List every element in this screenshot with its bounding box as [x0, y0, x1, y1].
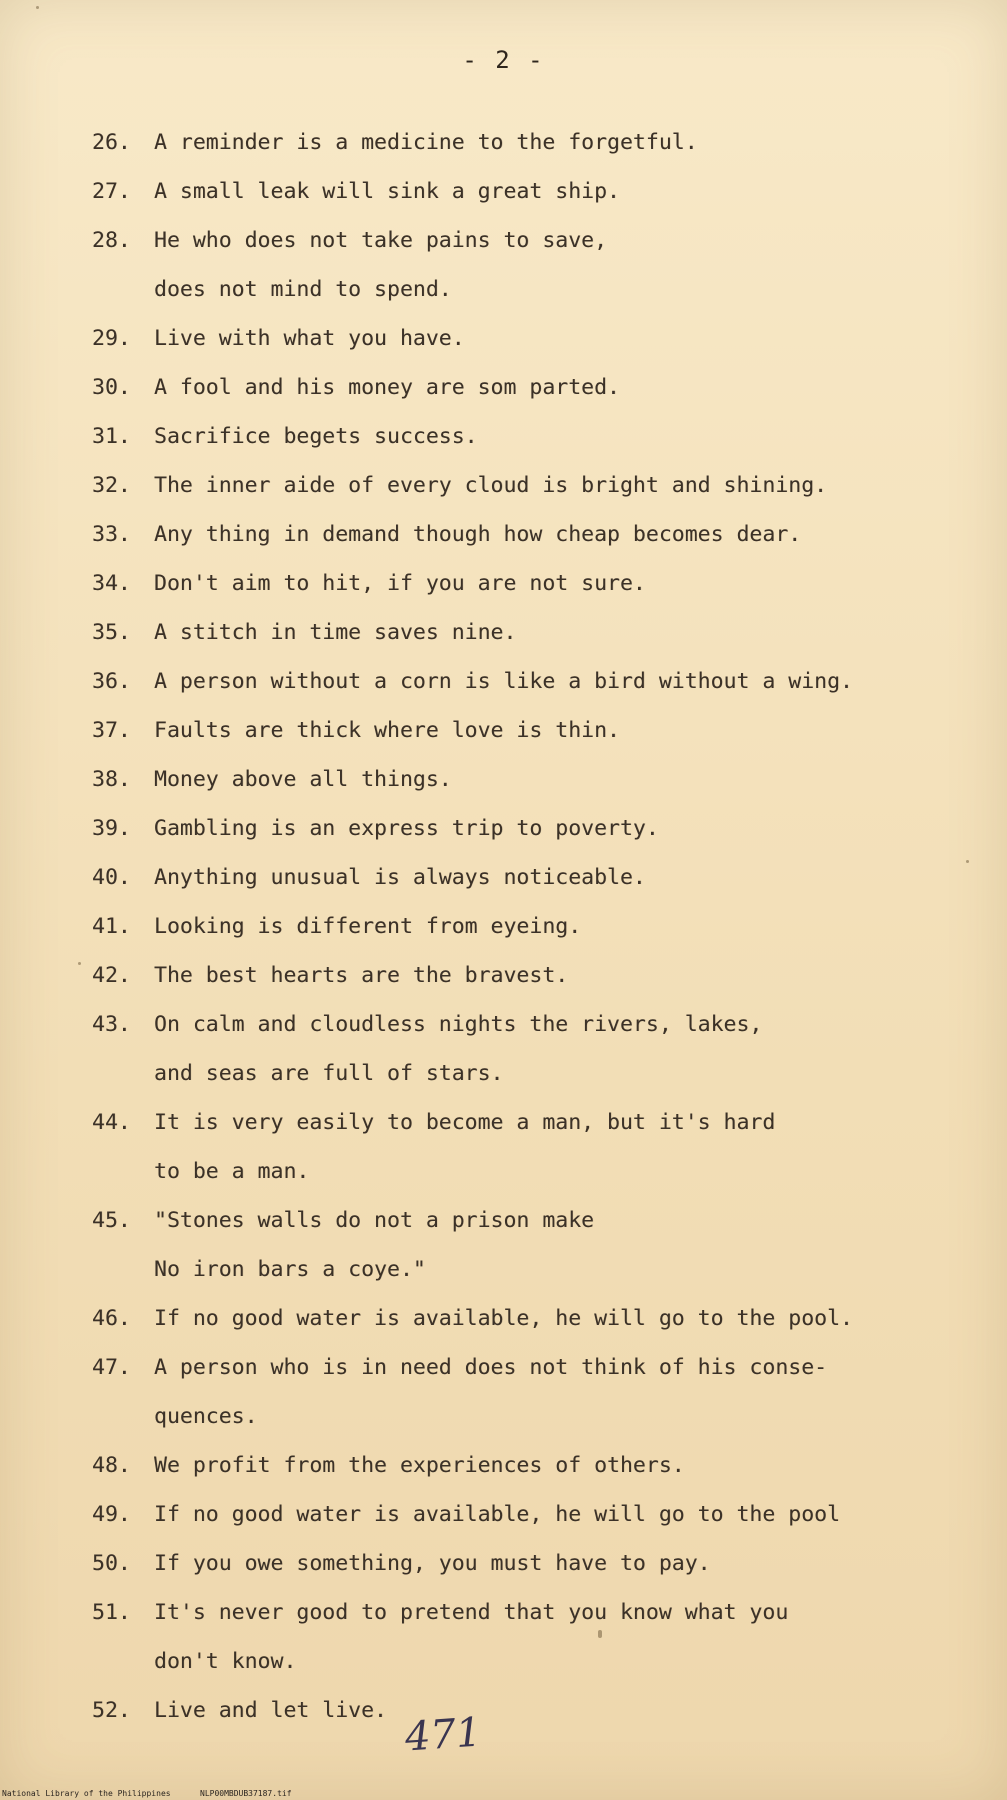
list-item	[92, 853, 992, 902]
item-number: 45.	[92, 1208, 131, 1233]
list-item	[92, 461, 992, 510]
page-number: - 2 -	[462, 46, 545, 74]
list-item	[92, 755, 992, 804]
item-text: Anything unusual is always noticeable.	[154, 865, 646, 890]
list-item	[92, 657, 992, 706]
item-text: A person without a corn is like a bird without a wing.	[154, 669, 853, 694]
item-number: 37.	[92, 718, 131, 743]
list-item	[92, 1539, 992, 1588]
item-text: Money above all things.	[154, 767, 452, 792]
paper-speck	[36, 6, 39, 9]
item-number: 43.	[92, 1012, 131, 1037]
item-text: He who does not take pains to save,	[154, 228, 608, 253]
item-text: The inner aide of every cloud is bright and shining.	[154, 473, 828, 498]
list-item	[92, 902, 992, 951]
item-number: 46.	[92, 1306, 131, 1331]
list-item	[92, 118, 992, 167]
item-number: 39.	[92, 816, 131, 841]
footer-library: National Library of the Philippines	[2, 1789, 171, 1798]
list-item	[92, 1686, 992, 1735]
list-item	[92, 804, 992, 853]
item-text: Sacrifice begets success.	[154, 424, 478, 449]
list-item	[92, 1196, 992, 1294]
item-text: A person who is in need does not think of his conse-	[154, 1355, 828, 1380]
item-text-continuation: and seas are full of stars.	[154, 1061, 504, 1086]
list-item	[92, 1098, 992, 1196]
item-number: 41.	[92, 914, 131, 939]
item-text: It's never good to pretend that you know what you	[154, 1600, 789, 1625]
item-number: 27.	[92, 179, 131, 204]
item-number: 51.	[92, 1600, 131, 1625]
item-text: If you owe something, you must have to pay.	[154, 1551, 711, 1576]
list-item	[92, 1490, 992, 1539]
list-item	[92, 706, 992, 755]
item-text: Don't aim to hit, if you are not sure.	[154, 571, 646, 596]
item-number: 52.	[92, 1698, 131, 1723]
item-text: A reminder is a medicine to the forgetful.	[154, 130, 698, 155]
item-text-continuation: No iron bars a coye."	[154, 1257, 426, 1282]
list-item	[92, 216, 992, 314]
item-number: 33.	[92, 522, 131, 547]
item-number: 35.	[92, 620, 131, 645]
list-item	[92, 412, 992, 461]
proverb-list	[92, 118, 992, 1735]
item-number: 50.	[92, 1551, 131, 1576]
paper-speck	[598, 1630, 602, 1638]
item-text-continuation: to be a man.	[154, 1159, 310, 1184]
paper-speck	[966, 860, 969, 863]
list-item	[92, 1588, 992, 1686]
item-number: 28.	[92, 228, 131, 253]
item-number: 26.	[92, 130, 131, 155]
item-number: 48.	[92, 1453, 131, 1478]
item-number: 32.	[92, 473, 131, 498]
list-item	[92, 363, 992, 412]
item-text-continuation: don't know.	[154, 1649, 297, 1674]
paper-speck	[78, 962, 81, 965]
item-number: 30.	[92, 375, 131, 400]
list-item	[92, 559, 992, 608]
item-number: 34.	[92, 571, 131, 596]
list-item	[92, 951, 992, 1000]
item-number: 47.	[92, 1355, 131, 1380]
list-item	[92, 1441, 992, 1490]
item-text-continuation: does not mind to spend.	[154, 277, 452, 302]
item-text: "Stones walls do not a prison make	[154, 1208, 595, 1233]
item-number: 40.	[92, 865, 131, 890]
item-text: Faults are thick where love is thin.	[154, 718, 620, 743]
list-item	[92, 510, 992, 559]
item-number: 49.	[92, 1502, 131, 1527]
list-item	[92, 167, 992, 216]
item-text: Any thing in demand though how cheap becomes dear.	[154, 522, 802, 547]
item-text: The best hearts are the bravest.	[154, 963, 569, 988]
item-text-continuation: quences.	[154, 1404, 258, 1429]
list-item	[92, 1294, 992, 1343]
list-item	[92, 1000, 992, 1098]
item-text: Looking is different from eyeing.	[154, 914, 582, 939]
item-text: A small leak will sink a great ship.	[154, 179, 620, 204]
item-number: 42.	[92, 963, 131, 988]
item-text: If no good water is available, he will go to the pool	[154, 1502, 841, 1527]
item-text: Live and let live.	[154, 1698, 387, 1723]
item-text: We profit from the experiences of others.	[154, 1453, 685, 1478]
item-text: Live with what you have.	[154, 326, 465, 351]
item-text: A fool and his money are som parted.	[154, 375, 620, 400]
item-text: A stitch in time saves nine.	[154, 620, 517, 645]
handwritten-folio-number: 471	[403, 1709, 483, 1761]
item-number: 38.	[92, 767, 131, 792]
list-item	[92, 314, 992, 363]
footer-filename: NLP00MBDUB37187.tif	[200, 1789, 292, 1798]
list-item	[92, 1343, 992, 1441]
item-number: 29.	[92, 326, 131, 351]
list-item	[92, 608, 992, 657]
item-number: 36.	[92, 669, 131, 694]
item-text: On calm and cloudless nights the rivers, lakes,	[154, 1012, 763, 1037]
item-text: Gambling is an express trip to poverty.	[154, 816, 659, 841]
item-text: If no good water is available, he will go to the pool.	[154, 1306, 853, 1331]
item-number: 31.	[92, 424, 131, 449]
item-text: It is very easily to become a man, but it's hard	[154, 1110, 776, 1135]
item-number: 44.	[92, 1110, 131, 1135]
